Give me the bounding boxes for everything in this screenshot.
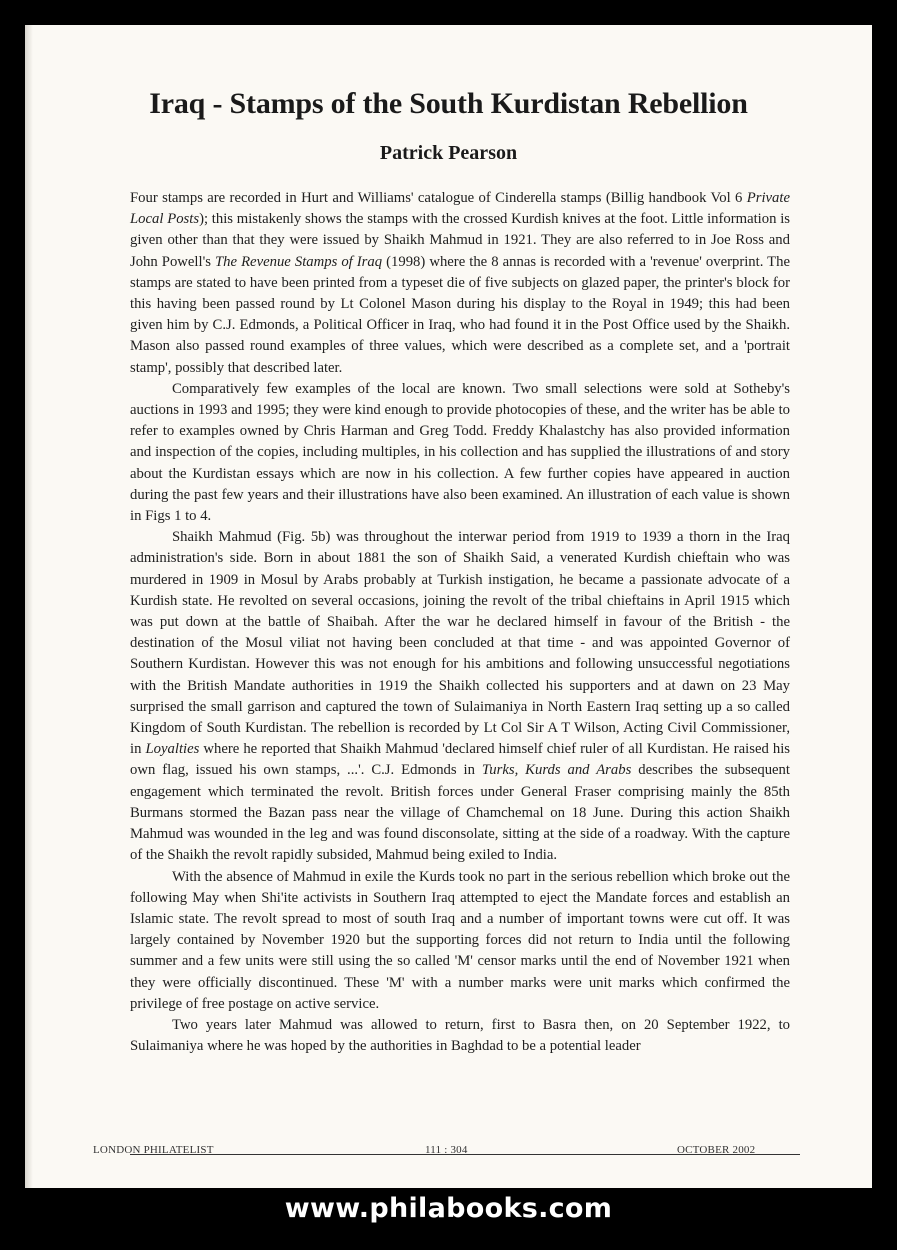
paragraph-text: describes the subsequent engagement which terminated the revolt. British forces under General Fraser comprising mainly the 85th Burmans stormed the Bazan pass near the village of Chamchemal on 18 June. During this action Shaikh Mahmud was wounded in the leg and was found disconsolate, sitting at the side of a roadway. With the capture of the Shaikh the revolt rapidly subsided, Mahmud being exiled to India. — [130, 762, 790, 864]
paragraph-text: Comparatively few examples of the local are known. Two small selections were sold at Sotheby's auctions in 1993 and 1995; they were kind enough to provide photocopies of these, and the writer has be able to refer to examples owned by Chris Harman and Greg Todd. Freddy Khalastchy has also provided information and inspection of the copies, including multiples, in his collection and has supplied the illustrations of and story about the Kurdistan essays which are now in his collection. A few further copies have appeared in auction during the past few years and their illustrations have also been examined. An illustration of each value is shown in Figs 1 to 4. — [130, 380, 790, 525]
article-title: Iraq - Stamps of the South Kurdistan Rebellion — [149, 87, 748, 120]
paragraph-text: ); this mistakenly shows the stamps with the crossed Kurdish knives at the foot. Little information is given other than that they were issued by Shaikh Mahmud in 1921. They are also referred to in Joe Ross and John Powell's — [130, 211, 790, 270]
paragraph-text: (1998) where the 8 annas is recorded with a 'revenue' overprint. The stamps are stated to have been printed from a typeset die of five subjects on glazed paper, the printer's block for this having been passed round by Lt Colonel Mason during his display to the Royal in 1949; this had been given him by C.J. Edmonds, a Political Officer in Iraq, who had found it in the Post Office used by the Shaikh. Mason also passed round examples of three values, which were described as a complete set, and a 'portrait stamp', possibly that described later. — [130, 253, 790, 376]
italic-title: The Revenue Stamps of Iraq — [215, 253, 383, 270]
footer-page-reference: 111 : 304 — [425, 1144, 468, 1156]
paragraph-text: Four stamps are recorded in Hurt and Williams' catalogue of Cinderella stamps (Billig handbook Vol 6 — [130, 190, 747, 206]
footer-journal-name: LONDON PHILATELIST — [93, 1144, 214, 1156]
article-paragraph — [130, 867, 790, 1015]
footer-issue-date: OCTOBER 2002 — [677, 1144, 756, 1156]
italic-title: Turks, Kurds and Arabs — [481, 762, 632, 779]
article-paragraph — [130, 1015, 790, 1057]
paragraph-text: Shaikh Mahmud (Fig. 5b) was throughout the interwar period from 1919 to 1939 a thorn in the Iraq administration's side. Born in about 1881 the son of Shaikh Said, a venerated Kurdish chieftain who was murdered in 1909 in Mosul by Arabs probably at Turkish instigation, he became a passionate advocate of a Kurdish state. He revolted on several occasions, joining the revolt of the tribal chieftains in April 1915 which was put down at the battle of Shaibah. After the war he declared himself in favour of the British - the destination of the Mosul viliat not having been concluded at that time - and was appointed Governor of Southern Kurdistan. However this was not enough for his ambitions and following unsuccessful negotiations with the British Mandate authorities in 1919 the Shaikh collected his supporters and at dawn on 23 May surprised the small garrison and captured the town of Sulaimaniya in North Eastern Iraq setting up a so called Kingdom of South Kurdistan. The rebellion is recorded by Lt Col Sir A T Wilson, Acting Civil Commissioner, in — [130, 529, 790, 758]
italic-title: Private Local Posts — [130, 190, 790, 228]
paragraph-text: Two years later Mahmud was allowed to return, first to Basra then, on 20 September 1922, to Sulaimaniya where he was hoped by the authorities in Baghdad to be a potential leader — [130, 1016, 790, 1055]
watermark-url: www.philabooks.com — [284, 1193, 613, 1224]
paragraph-text: With the absence of Mahmud in exile the Kurds took no part in the serious rebellion which broke out the following May when Shi'ite activists in Southern Iraq attempted to eject the Mandate forces and establish an Islamic state. The revolt spread to most of south Iraq and a number of important towns were cut off. It was largely contained by November 1920 but the supporting forces did not return to India until the following summer and a few units were still using the so called 'M' censor marks until the end of November 1921 when they were officially discontinued. These 'M' with a number marks were unit marks which confirmed the privilege of free postage on active service. — [130, 868, 790, 1012]
paragraph-text: where he reported that Shaikh Mahmud 'declared himself chief ruler of all Kurdistan. He raised his own flag, issued his own stamps, ...'. C.J. Edmonds in — [130, 741, 790, 779]
document-page — [25, 25, 872, 1188]
article-paragraph — [130, 527, 790, 866]
page-edge-shadow — [25, 25, 33, 1188]
italic-title: Loyalties — [145, 741, 200, 758]
article-paragraph — [130, 188, 790, 379]
article-author: Patrick Pearson — [379, 142, 518, 164]
article-body — [130, 188, 790, 1057]
article-paragraph — [130, 379, 790, 527]
